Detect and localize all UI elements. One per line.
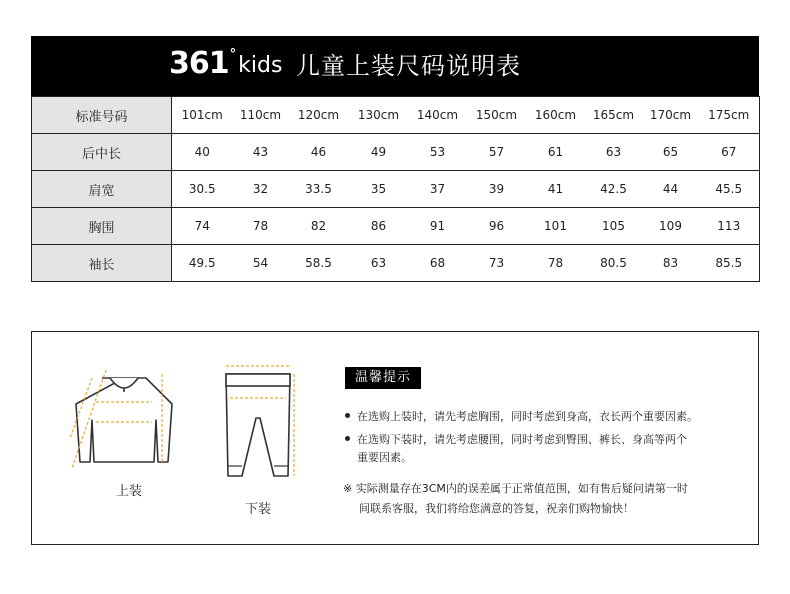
tip-bottom-line2: 重要因素。 bbox=[357, 451, 412, 464]
top-garment-icon bbox=[66, 364, 182, 474]
table-cell: 140cm bbox=[409, 97, 467, 134]
table-cell: 49 bbox=[349, 134, 409, 171]
table-row bbox=[32, 245, 760, 282]
table-cell: 45.5 bbox=[699, 171, 760, 208]
table-cell: 96 bbox=[467, 208, 527, 245]
table-cell: 57 bbox=[467, 134, 527, 171]
table-row bbox=[32, 134, 760, 171]
table-cell: 49.5 bbox=[172, 245, 233, 282]
tip-bottom-line1: 在选购下装时，请先考虑腰围，同时考虑到臀围、裤长、身高等两个 bbox=[357, 433, 687, 446]
bottom-garment-icon bbox=[218, 358, 298, 488]
table-cell: 91 bbox=[409, 208, 467, 245]
table-cell: 63 bbox=[585, 134, 643, 171]
brand-logo bbox=[169, 48, 282, 80]
size-table bbox=[31, 96, 760, 282]
bullet-icon bbox=[345, 436, 350, 441]
table-cell: 65 bbox=[643, 134, 699, 171]
table-cell: 44 bbox=[643, 171, 699, 208]
logo-degree: ° bbox=[229, 47, 237, 62]
table-row bbox=[32, 97, 760, 134]
table-cell: 46 bbox=[289, 134, 349, 171]
header-banner bbox=[31, 36, 759, 96]
table-cell: 101 bbox=[527, 208, 585, 245]
table-cell: 37 bbox=[409, 171, 467, 208]
table-cell: 105 bbox=[585, 208, 643, 245]
table-cell: 160cm bbox=[527, 97, 585, 134]
table-cell: 83 bbox=[643, 245, 699, 282]
table-cell: 110cm bbox=[233, 97, 289, 134]
table-cell: 85.5 bbox=[699, 245, 760, 282]
table-cell: 40 bbox=[172, 134, 233, 171]
table-cell: 130cm bbox=[349, 97, 409, 134]
table-cell: 61 bbox=[527, 134, 585, 171]
logo-kids: kids bbox=[238, 53, 283, 78]
table-cell: 30.5 bbox=[172, 171, 233, 208]
table-cell: 78 bbox=[527, 245, 585, 282]
row-label: 袖长 bbox=[32, 245, 172, 282]
table-cell: 109 bbox=[643, 208, 699, 245]
logo-number: 361 bbox=[169, 46, 229, 81]
table-cell: 73 bbox=[467, 245, 527, 282]
table-cell: 86 bbox=[349, 208, 409, 245]
table-cell: 42.5 bbox=[585, 171, 643, 208]
table-cell: 43 bbox=[233, 134, 289, 171]
page-title: 儿童上装尺码说明表 bbox=[296, 52, 521, 80]
table-cell: 54 bbox=[233, 245, 289, 282]
table-cell: 58.5 bbox=[289, 245, 349, 282]
table-cell: 67 bbox=[699, 134, 760, 171]
table-cell: 74 bbox=[172, 208, 233, 245]
table-row bbox=[32, 208, 760, 245]
tips-badge: 温馨提示 bbox=[345, 367, 421, 389]
info-box bbox=[31, 331, 759, 545]
tip-top-text: 在选购上装时，请先考虑胸围，同时考虑到身高，衣长两个重要因素。 bbox=[357, 410, 698, 423]
top-garment-label: 上装 bbox=[116, 484, 143, 499]
table-cell: 41 bbox=[527, 171, 585, 208]
bottom-garment-label: 下装 bbox=[245, 502, 272, 517]
table-cell: 39 bbox=[467, 171, 527, 208]
table-cell: 165cm bbox=[585, 97, 643, 134]
table-cell: 33.5 bbox=[289, 171, 349, 208]
table-cell: 101cm bbox=[172, 97, 233, 134]
row-label: 胸围 bbox=[32, 208, 172, 245]
row-label: 肩宽 bbox=[32, 171, 172, 208]
table-cell: 63 bbox=[349, 245, 409, 282]
table-cell: 170cm bbox=[643, 97, 699, 134]
row-label: 标准号码 bbox=[32, 97, 172, 134]
bullet-icon bbox=[345, 413, 350, 418]
table-cell: 150cm bbox=[467, 97, 527, 134]
note-line2: 间联系客服，我们将给您满意的答复，祝亲们购物愉快！ bbox=[359, 502, 634, 515]
table-cell: 53 bbox=[409, 134, 467, 171]
table-cell: 35 bbox=[349, 171, 409, 208]
table-cell: 78 bbox=[233, 208, 289, 245]
table-row bbox=[32, 171, 760, 208]
note-line1: ※ 实际测量存在3CM内的误差属于正常值范围，如有售后疑问请第一时 bbox=[343, 482, 688, 495]
table-cell: 82 bbox=[289, 208, 349, 245]
measurement-note bbox=[343, 479, 743, 519]
table-cell: 80.5 bbox=[585, 245, 643, 282]
table-cell: 113 bbox=[699, 208, 760, 245]
table-cell: 120cm bbox=[289, 97, 349, 134]
tip-top bbox=[345, 408, 725, 426]
table-cell: 175cm bbox=[699, 97, 760, 134]
table-cell: 32 bbox=[233, 171, 289, 208]
table-cell: 68 bbox=[409, 245, 467, 282]
row-label: 后中长 bbox=[32, 134, 172, 171]
tip-bottom bbox=[345, 431, 725, 467]
